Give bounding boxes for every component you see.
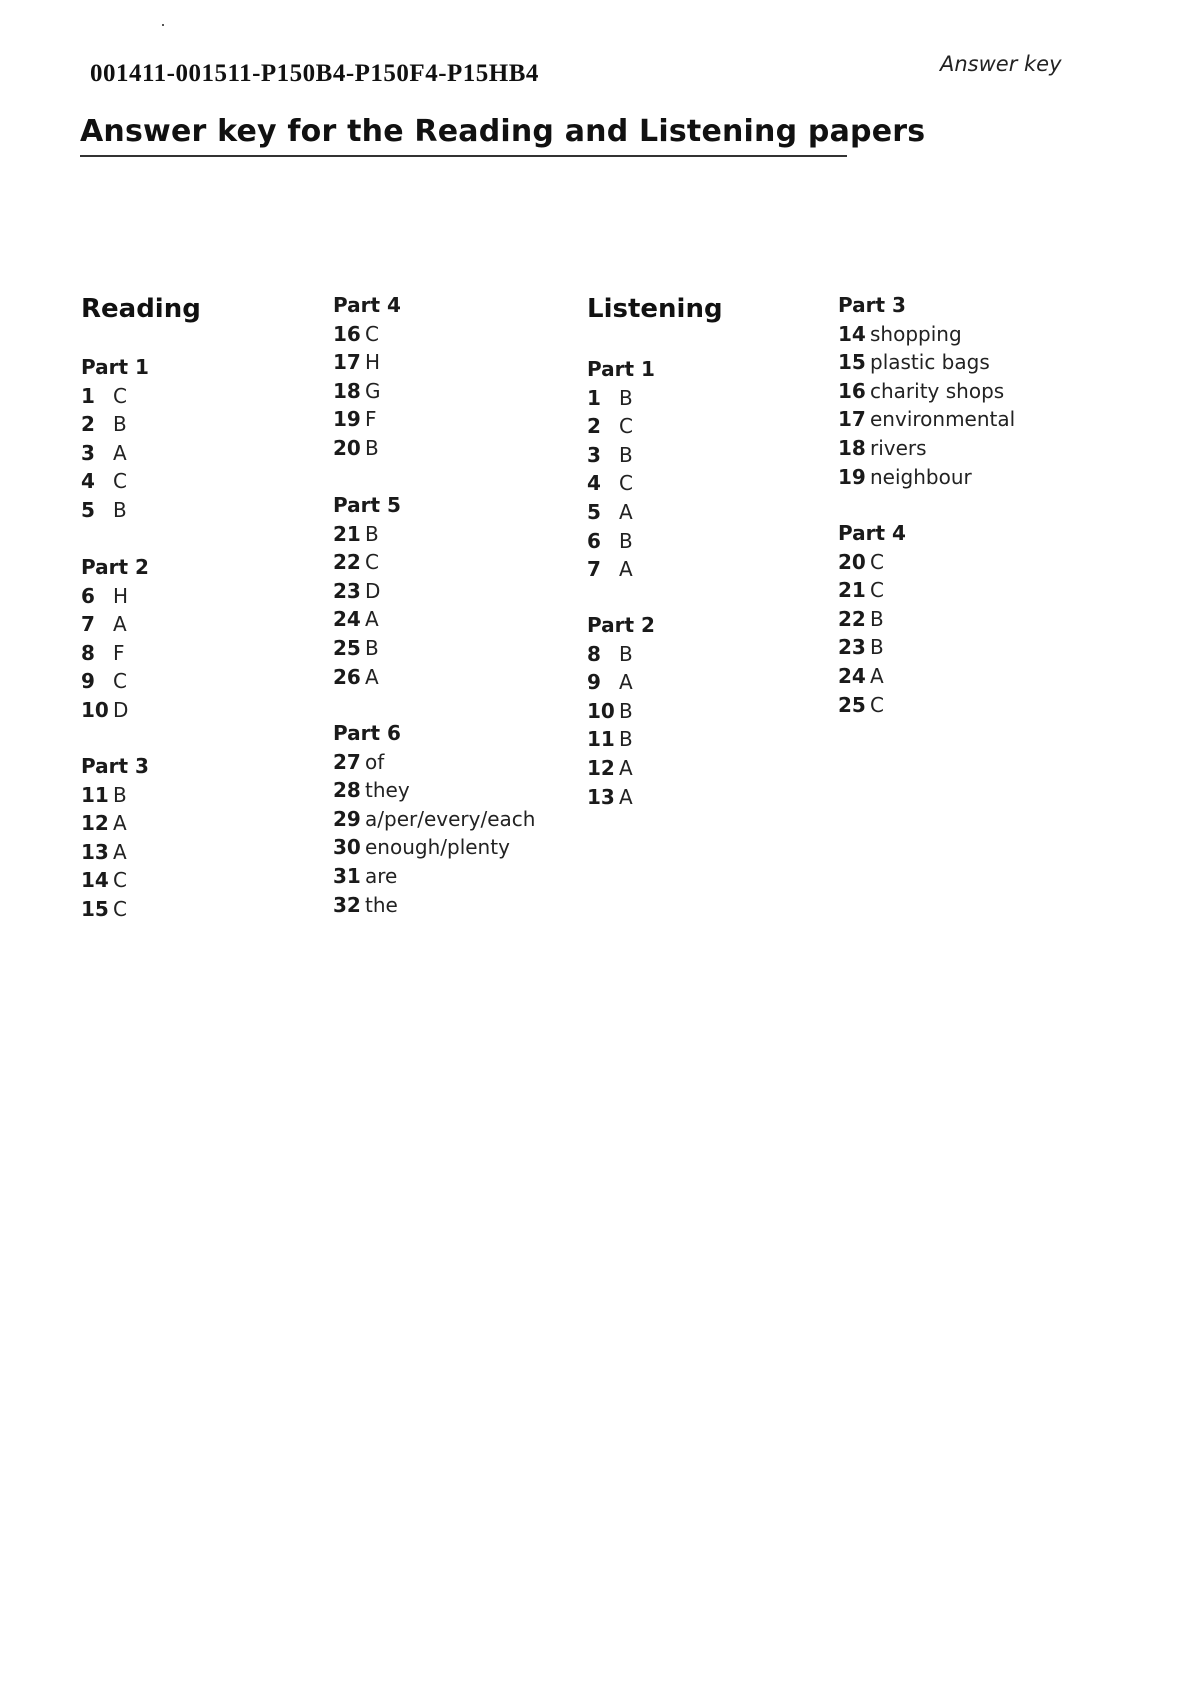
answer-value: A: [365, 607, 379, 632]
answer-item: [587, 441, 847, 470]
answer-item: [333, 748, 593, 777]
answer-item: [81, 696, 341, 725]
page-title: Answer key for the Reading and Listening papers: [80, 114, 847, 157]
question-number: 21: [333, 521, 361, 546]
question-number: 17: [333, 350, 361, 375]
question-number: 23: [333, 578, 361, 603]
answer-value: they: [365, 778, 410, 803]
question-number: 19: [838, 464, 866, 489]
answer-value: C: [113, 896, 127, 921]
question-number: 24: [333, 607, 361, 632]
question-number: 7: [81, 612, 95, 637]
answer-value: C: [619, 414, 633, 439]
part-title: Part 3: [81, 754, 149, 778]
answer-item: [333, 377, 593, 406]
answer-item: [81, 667, 341, 696]
answer-value: B: [365, 635, 379, 660]
question-number: 29: [333, 806, 361, 831]
answer-item: [81, 410, 341, 439]
answer-value: B: [870, 635, 884, 660]
answer-value: B: [619, 698, 633, 723]
reading-part-6: [333, 719, 593, 919]
question-number: 12: [81, 811, 109, 836]
answer-value: rivers: [870, 435, 927, 460]
listening-part-2: [587, 611, 847, 811]
answer-item: [587, 668, 847, 697]
question-number: 4: [587, 471, 601, 496]
answer-value: A: [619, 557, 633, 582]
answer-value: A: [113, 839, 127, 864]
answer-value: A: [619, 499, 633, 524]
question-number: 15: [838, 350, 866, 375]
answer-value: B: [365, 435, 379, 460]
answer-value: charity shops: [870, 378, 1005, 403]
answer-value: A: [870, 663, 884, 688]
answer-value: A: [113, 612, 127, 637]
answer-item: [333, 663, 593, 692]
answer-item: [81, 439, 341, 468]
part-title: Part 2: [587, 613, 655, 637]
part-title: Part 3: [838, 293, 906, 317]
answer-item: [81, 781, 341, 810]
answer-item: [333, 605, 593, 634]
reading-part-4: [333, 291, 593, 463]
answer-item: [333, 434, 593, 463]
answer-item: [838, 320, 1098, 349]
answer-value: B: [619, 528, 633, 553]
answer-item: [587, 555, 847, 584]
part-title: Part 4: [838, 521, 906, 545]
answer-item: [81, 809, 341, 838]
answer-value: the: [365, 892, 398, 917]
question-number: 22: [838, 606, 866, 631]
answer-value: C: [113, 469, 127, 494]
answer-item: [81, 467, 341, 496]
answer-value: C: [870, 549, 884, 574]
reading-heading: Reading: [81, 294, 201, 324]
answer-value: F: [365, 407, 377, 432]
answer-item: [838, 605, 1098, 634]
answer-value: are: [365, 863, 398, 888]
answer-value: G: [365, 378, 381, 403]
question-number: 25: [838, 692, 866, 717]
answer-item: [838, 348, 1098, 377]
question-number: 20: [838, 549, 866, 574]
answer-value: C: [113, 868, 127, 893]
answer-value: B: [619, 727, 633, 752]
answer-value: a/per/every/each: [365, 806, 536, 831]
question-number: 3: [81, 440, 95, 465]
answer-value: B: [619, 385, 633, 410]
stray-dot: [162, 24, 164, 26]
question-number: 3: [587, 442, 601, 467]
question-number: 13: [587, 784, 615, 809]
answer-item: [81, 496, 341, 525]
answer-item: [587, 725, 847, 754]
answer-item: [587, 783, 847, 812]
question-number: 32: [333, 892, 361, 917]
answer-item: [81, 610, 341, 639]
answer-value: B: [870, 606, 884, 631]
answer-item: [333, 548, 593, 577]
answer-item: [838, 463, 1098, 492]
part-title: Part 5: [333, 493, 401, 517]
answer-item: [81, 895, 341, 924]
answer-value: C: [870, 692, 884, 717]
question-number: 10: [587, 698, 615, 723]
answer-item: [333, 577, 593, 606]
answer-item: [333, 891, 593, 920]
answer-value: shopping: [870, 321, 962, 346]
question-number: 11: [587, 727, 615, 752]
question-number: 18: [838, 435, 866, 460]
answer-item: [333, 634, 593, 663]
question-number: 28: [333, 778, 361, 803]
answer-value: B: [113, 497, 127, 522]
part-title: Part 4: [333, 293, 401, 317]
question-number: 1: [81, 383, 95, 408]
answer-value: H: [365, 350, 381, 375]
answer-item: [587, 640, 847, 669]
running-head: Answer key: [940, 52, 1062, 76]
question-number: 31: [333, 863, 361, 888]
document-code: 001411-001511-P150B4-P150F4-P15HB4: [90, 60, 539, 87]
question-number: 30: [333, 835, 361, 860]
answer-value: D: [365, 578, 381, 603]
answer-item: [333, 776, 593, 805]
answer-value: environmental: [870, 407, 1016, 432]
question-number: 9: [587, 670, 601, 695]
answer-value: of: [365, 749, 385, 774]
reading-part-1: [81, 353, 341, 525]
answer-value: B: [619, 442, 633, 467]
answer-value: B: [113, 782, 127, 807]
answer-item: [333, 833, 593, 862]
question-number: 2: [81, 412, 95, 437]
question-number: 17: [838, 407, 866, 432]
question-number: 16: [838, 378, 866, 403]
question-number: 4: [81, 469, 95, 494]
question-number: 15: [81, 896, 109, 921]
answer-item: [333, 862, 593, 891]
answer-item: [587, 697, 847, 726]
question-number: 6: [81, 583, 95, 608]
reading-part-3: [81, 752, 341, 924]
answer-value: A: [619, 755, 633, 780]
answer-item: [333, 405, 593, 434]
answer-item: [81, 866, 341, 895]
answer-value: B: [365, 521, 379, 546]
part-title: Part 1: [587, 357, 655, 381]
answer-item: [838, 405, 1098, 434]
answer-item: [587, 412, 847, 441]
answer-item: [838, 633, 1098, 662]
answer-value: C: [619, 471, 633, 496]
answer-item: [838, 576, 1098, 605]
question-number: 27: [333, 749, 361, 774]
question-number: 20: [333, 435, 361, 460]
answer-item: [81, 639, 341, 668]
question-number: 23: [838, 635, 866, 660]
answer-item: [587, 384, 847, 413]
answer-value: plastic bags: [870, 350, 990, 375]
answer-item: [838, 377, 1098, 406]
answer-item: [333, 805, 593, 834]
reading-part-5: [333, 491, 593, 691]
answer-item: [81, 382, 341, 411]
answer-value: D: [113, 697, 129, 722]
part-title: Part 6: [333, 721, 401, 745]
answer-value: A: [113, 811, 127, 836]
question-number: 11: [81, 782, 109, 807]
question-number: 5: [81, 497, 95, 522]
reading-part-2: [81, 553, 341, 725]
answer-value: F: [113, 640, 125, 665]
answer-item: [81, 838, 341, 867]
answer-item: [587, 754, 847, 783]
question-number: 22: [333, 550, 361, 575]
answer-value: C: [365, 550, 379, 575]
question-number: 14: [81, 868, 109, 893]
question-number: 16: [333, 321, 361, 346]
question-number: 24: [838, 663, 866, 688]
question-number: 12: [587, 755, 615, 780]
question-number: 26: [333, 664, 361, 689]
answer-item: [587, 527, 847, 556]
listening-heading: Listening: [587, 294, 723, 324]
question-number: 9: [81, 669, 95, 694]
answer-item: [838, 691, 1098, 720]
answer-value: C: [113, 669, 127, 694]
question-number: 19: [333, 407, 361, 432]
question-number: 8: [587, 641, 601, 666]
answer-item: [838, 548, 1098, 577]
answer-item: [587, 498, 847, 527]
answer-value: A: [619, 784, 633, 809]
answer-item: [333, 348, 593, 377]
question-number: 13: [81, 839, 109, 864]
question-number: 21: [838, 578, 866, 603]
answer-item: [838, 434, 1098, 463]
part-title: Part 1: [81, 355, 149, 379]
answer-value: C: [870, 578, 884, 603]
answer-item: [838, 662, 1098, 691]
answer-value: C: [365, 321, 379, 346]
answer-item: [587, 469, 847, 498]
answer-value: C: [113, 383, 127, 408]
question-number: 10: [81, 697, 109, 722]
answer-value: neighbour: [870, 464, 972, 489]
question-number: 25: [333, 635, 361, 660]
question-number: 8: [81, 640, 95, 665]
part-title: Part 2: [81, 555, 149, 579]
question-number: 1: [587, 385, 601, 410]
answer-value: H: [113, 583, 129, 608]
listening-part-4: [838, 519, 1098, 719]
listening-part-1: [587, 355, 847, 584]
answer-item: [333, 520, 593, 549]
answer-value: A: [113, 440, 127, 465]
answer-item: [81, 582, 341, 611]
answer-value: B: [619, 641, 633, 666]
question-number: 5: [587, 499, 601, 524]
question-number: 7: [587, 557, 601, 582]
answer-value: enough/plenty: [365, 835, 510, 860]
answer-value: B: [113, 412, 127, 437]
listening-part-3: [838, 291, 1098, 491]
answer-value: A: [365, 664, 379, 689]
question-number: 18: [333, 378, 361, 403]
question-number: 2: [587, 414, 601, 439]
answer-value: A: [619, 670, 633, 695]
answer-item: [333, 320, 593, 349]
question-number: 6: [587, 528, 601, 553]
question-number: 14: [838, 321, 866, 346]
